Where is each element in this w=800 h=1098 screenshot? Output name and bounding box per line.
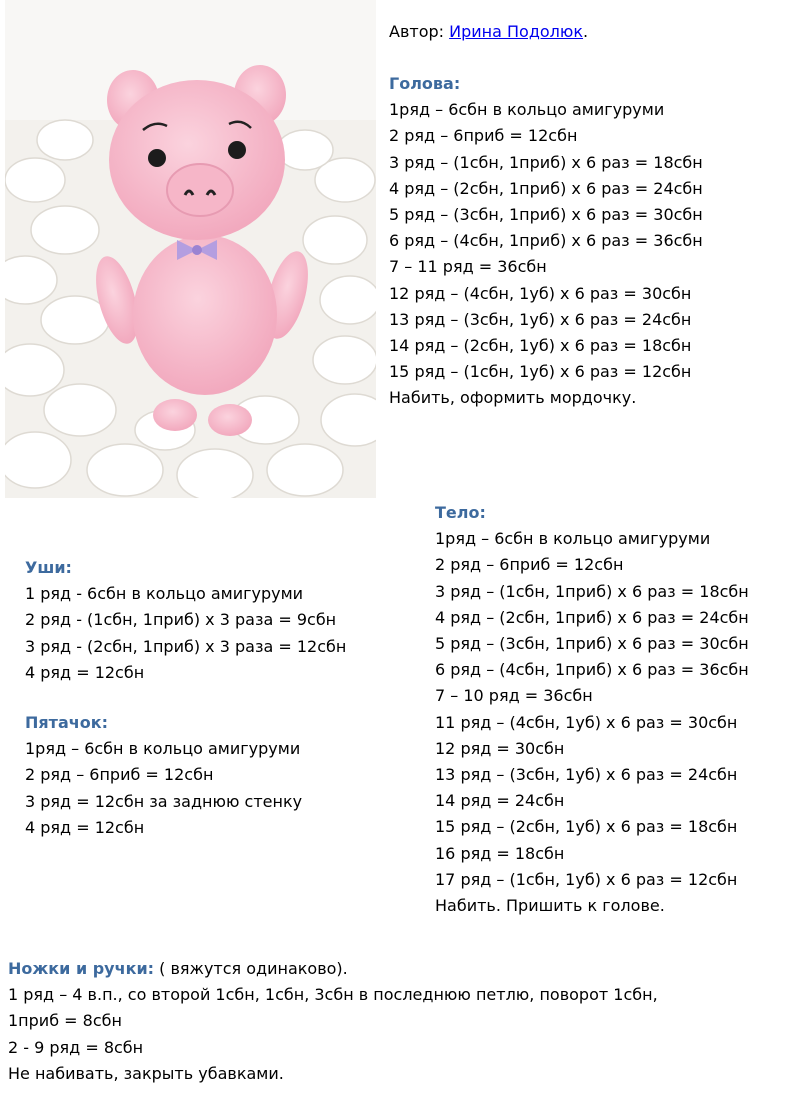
limbs-section <box>8 956 658 1087</box>
body-row: 15 ряд – (2сбн, 1уб) х 6 раз = 18сбн <box>435 817 738 837</box>
snout-row: 2 ряд – 6приб = 12сбн <box>25 765 214 785</box>
limbs-row: 1 ряд – 4 в.п., со второй 1сбн, 1сбн, 3сбн в последнюю петлю, поворот 1сбн, <box>8 985 658 1005</box>
head-row: 1ряд – 6сбн в кольцо амигуруми <box>389 100 665 120</box>
body-title: Тело: <box>435 503 486 522</box>
head-row: 2 ряд – 6приб = 12сбн <box>389 126 578 146</box>
head-row: 13 ряд – (3сбн, 1уб) х 6 раз = 24сбн <box>389 309 692 329</box>
head-row: 15 ряд – (1сбн, 1уб) х 6 раз = 12сбн <box>389 362 692 382</box>
head-row: 5 ряд – (3сбн, 1приб) х 6 раз = 30сбн <box>389 205 703 225</box>
body-row: 2 ряд – 6приб = 12сбн <box>435 555 624 575</box>
head-row: 4 ряд – (2сбн, 1приб) х 6 раз = 24сбн <box>389 178 703 198</box>
author-link[interactable]: Ирина Подолюк <box>449 22 584 41</box>
body-row: 5 ряд – (3сбн, 1приб) х 6 раз = 30сбн <box>435 634 749 654</box>
toy-photo <box>5 0 376 498</box>
limbs-row: 1приб = 8сбн <box>8 1011 122 1031</box>
body-row: 6 ряд – (4сбн, 1приб) х 6 раз = 36сбн <box>435 660 749 680</box>
body-row: 11 ряд – (4сбн, 1уб) х 6 раз = 30сбн <box>435 712 738 732</box>
head-title: Голова: <box>389 74 461 93</box>
body-row: 13 ряд – (3сбн, 1уб) х 6 раз = 24сбн <box>435 765 738 785</box>
body-row: 4 ряд – (2сбн, 1приб) х 6 раз = 24сбн <box>435 607 749 627</box>
snout-row: 4 ряд = 12сбн <box>25 817 145 837</box>
snout-row: 1ряд – 6сбн в кольцо амигуруми <box>25 739 301 759</box>
body-section <box>435 500 749 919</box>
body-row: 7 – 10 ряд = 36сбн <box>435 686 593 706</box>
body-row: 3 ряд – (1сбн, 1приб) х 6 раз = 18сбн <box>435 581 749 601</box>
author-label: Автор: <box>389 22 450 41</box>
body-row: 14 ряд = 24сбн <box>435 791 565 811</box>
body-row: 12 ряд = 30сбн <box>435 738 565 758</box>
snout-section <box>25 710 302 841</box>
head-row: 7 – 11 ряд = 36сбн <box>389 257 547 277</box>
body-row: 17 ряд – (1сбн, 1уб) х 6 раз = 12сбн <box>435 869 738 889</box>
limbs-note: ( вяжутся одинаково). <box>154 959 348 978</box>
head-row: Набить, оформить мордочку. <box>389 388 637 408</box>
ears-title: Уши: <box>25 558 72 577</box>
limbs-title: Ножки и ручки: <box>8 959 155 978</box>
ears-section <box>25 555 346 686</box>
ears-row: 1 ряд - 6сбн в кольцо амигуруми <box>25 584 304 604</box>
author-line <box>389 19 588 45</box>
head-row: 12 ряд – (4сбн, 1уб) х 6 раз = 30сбн <box>389 283 692 303</box>
head-section <box>389 71 703 412</box>
snout-title: Пятачок: <box>25 713 108 732</box>
head-row: 3 ряд – (1сбн, 1приб) х 6 раз = 18сбн <box>389 152 703 172</box>
pig-toy-illustration <box>5 0 376 498</box>
snout-row: 3 ряд = 12сбн за заднюю стенку <box>25 791 303 811</box>
head-row: 14 ряд – (2сбн, 1уб) х 6 раз = 18сбн <box>389 336 692 356</box>
limbs-row: 2 - 9 ряд = 8сбн <box>8 1037 144 1057</box>
body-row: Набить. Пришить к голове. <box>435 896 665 916</box>
body-row: 16 ряд = 18сбн <box>435 843 565 863</box>
limbs-row: Не набивать, закрыть убавками. <box>8 1063 284 1083</box>
ears-row: 3 ряд - (2сбн, 1приб) х 3 раза = 12сбн <box>25 636 347 656</box>
author-suffix: . <box>583 22 589 41</box>
head-row: 6 ряд – (4сбн, 1приб) х 6 раз = 36сбн <box>389 231 703 251</box>
ears-row: 2 ряд - (1сбн, 1приб) х 3 раза = 9сбн <box>25 610 337 630</box>
ears-row: 4 ряд = 12сбн <box>25 662 145 682</box>
body-row: 1ряд – 6сбн в кольцо амигуруми <box>435 529 711 549</box>
